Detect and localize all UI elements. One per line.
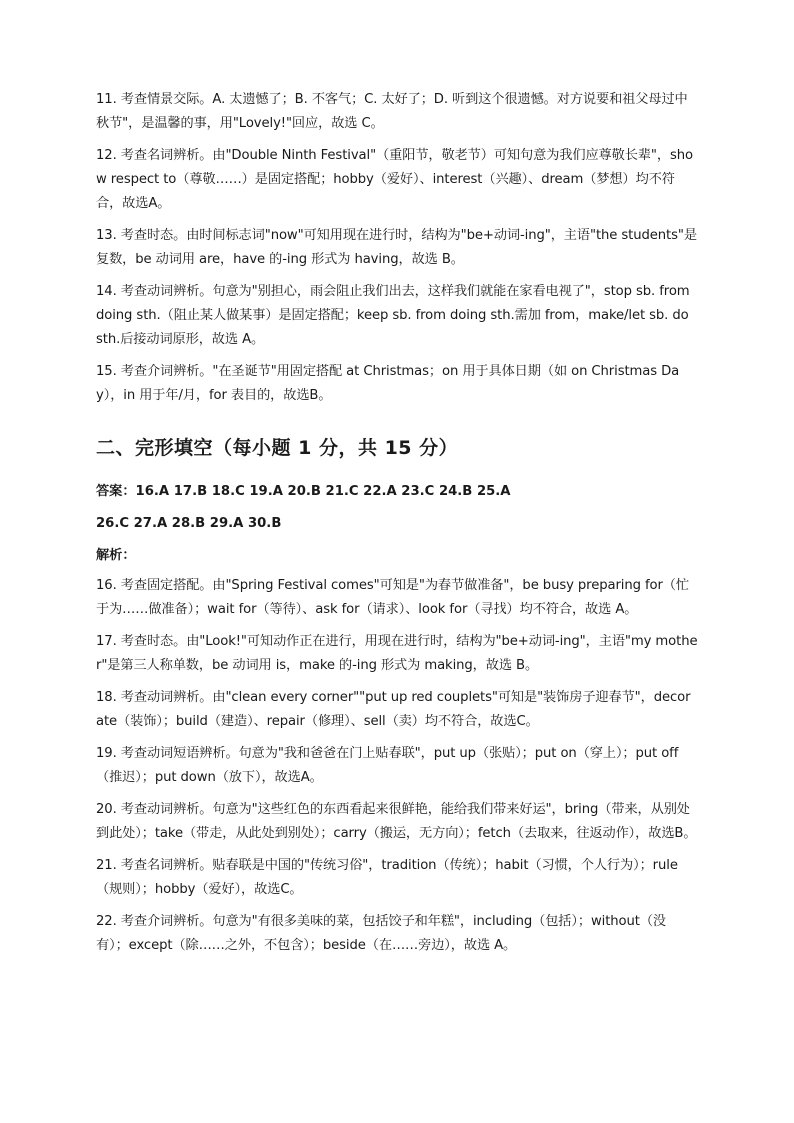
analysis-label: 解析：: [96, 548, 136, 563]
explanation-item-15: 15. 考查介词辨析。"在圣诞节"用固定搭配 at Christmas；on 用于具体日期（如 on Christmas Day），in 用于年/月，for 表目的，故选B。: [96, 364, 680, 403]
explanation-item-19: 19. 考查动词短语辨析。句意为"我和爸爸在门上贴春联"，put up（张贴）；put on（穿上）；put off（推迟）；put down（放下），故选A。: [96, 746, 679, 785]
answers-line-1: 答案：16.A 17.B 18.C 19.A 20.B 21.C 22.A 23.C 24.B 25.A: [96, 484, 511, 499]
explanation-item-11: 11. 考查情景交际。A. 太遗憾了；B. 不客气；C. 太好了；D. 听到这个很遗憾。对方说要和祖父母过中秋节"，是温馨的事，用"Lovely!"回应，故选 C。: [96, 92, 688, 131]
explanation-item-12: 12. 考查名词辨析。由"Double Ninth Festival"（重阳节，敬老节）可知句意为我们应尊敬长辈"，show respect to（尊敬……）是固定搭配；hobby（爱好）、interest（兴趣）、dream（梦想）均不符合，故选A。: [96, 148, 693, 211]
section-heading-cloze: 二、完形填空（每小题 1 分，共 15 分）: [96, 437, 459, 459]
explanation-item-14: 14. 考查动词辨析。句意为"别担心，雨会阻止我们出去，这样我们就能在家看电视了"，stop sb. from doing sth.（阻止某人做某事）是固定搭配；keep sb. from doing sth.需加 from，make/let sb. do sth.后接动词原形，故选 A。: [96, 284, 690, 347]
explanation-item-16: 16. 考查固定搭配。由"Spring Festival comes"可知是"为春节做准备"，be busy preparing for（忙于为……做准备）；wait for（等待）、ask for（请求）、look for（寻找）均不符合，故选 A。: [96, 578, 689, 617]
answer-key-page: [96, 88, 698, 966]
explanation-item-17: 17. 考查时态。由"Look!"可知动作正在进行，用现在进行时，结构为"be+动词-ing"，主语"my mother"是第三人称单数，be 动词用 is，make 的-ing 形式为 making，故选 B。: [96, 634, 698, 673]
explanation-item-22: 22. 考查介词辨析。句意为"有很多美味的菜，包括饺子和年糕"，including（包括）；without（没有）；except（除……之外，不包含）；beside（在……旁边），故选 A。: [96, 914, 667, 953]
explanation-item-13: 13. 考查时态。由时间标志词"now"可知用现在进行时，结构为"be+动词-ing"，主语"the students"是复数，be 动词用 are，have 的-ing 形式为 having，故选 B。: [96, 228, 697, 267]
explanation-item-18: 18. 考查动词辨析。由"clean every corner""put up red couplets"可知是"装饰房子迎春节"，decorate（装饰）；build（建造）、repair（修理）、sell（卖）均不符合，故选C。: [96, 690, 691, 729]
answers-line-2: 26.C 27.A 28.B 29.A 30.B: [96, 516, 282, 531]
explanation-item-20: 20. 考查动词辨析。句意为"这些红色的东西看起来很鲜艳，能给我们带来好运"，bring（带来，从别处到此处）；take（带走，从此处到别处）；carry（搬运，无方向）；fetch（去取来，往返动作），故选B。: [96, 802, 697, 841]
explanation-item-21: 21. 考查名词辨析。贴春联是中国的"传统习俗"，tradition（传统）；habit（习惯，个人行为）；rule（规则）；hobby（爱好），故选C。: [96, 858, 678, 897]
